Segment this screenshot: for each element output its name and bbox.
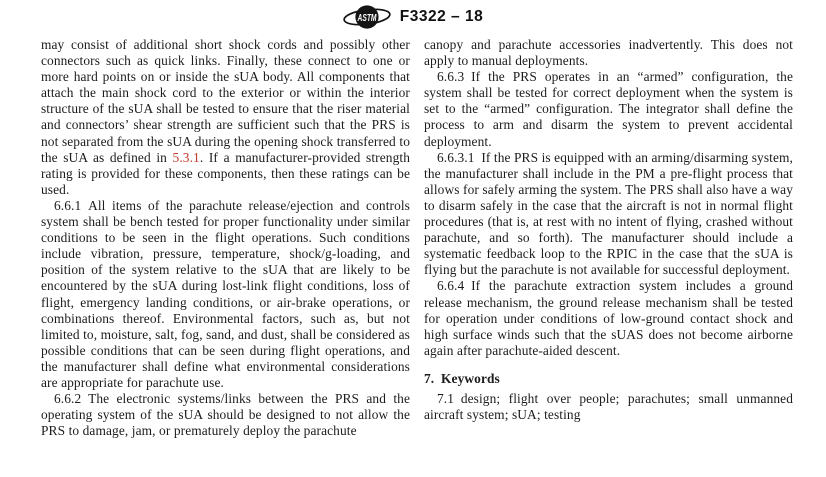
text-run: 7.1 design; flight over people; parachutes; small unmanned aircraft system; sUA; testing — [424, 390, 793, 423]
body-columns — [41, 37, 793, 439]
text-run: 6.6.3 If the PRS operates in an “armed” configuration, the system shall be tested for correct deployment when the system is set to the “armed” configuration. The integrator shall define the process to arm and disarm the system to prevent accidental deployment. — [424, 69, 793, 149]
left-column — [41, 37, 410, 439]
right-column — [424, 37, 793, 439]
text-run: 6.6.3.1 If the PRS is equipped with an arming/disarming system, the manufacturer shall include in the PM a pre-flight process that allows for safely arming the system. The PRS shall also have a way to disarm safely in the case that the aircraft is not in normal flight procedures (that is, at rest with no intent of flying, crashed without parachute, and so forth). The manufacturer should include a systematic feedback loop to the RPIC in the case that the sUA is flying but the parachute is not available for successful deployment. — [424, 149, 793, 278]
text-run: 6.6.2 The electronic systems/links between the PRS and the operating system of the sUA should be designed to not allow the PRS to damage, jam, or prematurely deploy the parachute — [41, 391, 410, 439]
section-heading — [424, 371, 793, 387]
text-run: 6.6.4 If the parachute extraction system includes a ground release mechanism, the ground release mechanism shall be tested for operation under conditions of low-ground contact shock and high surface winds such that the sUAS does not become airborne again after parachute-aided descent. — [424, 278, 793, 358]
body-paragraph — [41, 37, 410, 198]
body-paragraph — [41, 198, 410, 391]
standard-designation: F3322 – 18 — [399, 8, 484, 25]
text-run: may consist of additional short shock cords and possibly other connectors such as quick links. Finally, these connect to one or more hard points on or inside the sUA body. All components that attach the main shock cord to the exterior or within the interior structure of the sUA shall be tested to ensure that the riser material and connectors’ shear strength are sufficient such that the PRS is not separated from the sUA during the opening shock transferred to the sUA as defined in — [41, 37, 410, 165]
astm-logo-icon — [343, 3, 391, 31]
document-header — [0, 3, 826, 31]
text-run: . If a manufacturer-provided strength rating is provided for these components, then these ratings can be used. — [41, 149, 410, 197]
svg-text:ASTM: ASTM — [356, 12, 377, 25]
body-paragraph — [424, 150, 793, 279]
cross-reference-link[interactable]: 5.3.1 — [172, 149, 200, 165]
body-paragraph — [424, 37, 793, 69]
body-paragraph — [424, 391, 793, 423]
text-run: 7. Keywords — [424, 370, 500, 386]
text-run: 6.6.1 All items of the parachute release/ejection and controls system shall be bench tested for proper functionality under similar conditions to be seen in the flight operations. Such conditions include vibration, pressure, temperature, shock/g-loading, and position of the system relative to the sUA that are likely to be encountered by the sUA during lost-link flight conditions, loss of flight, emergency landing conditions, or air-brake operations, or combinations thereof. Environmental factors, such as, but not limited to, moisture, salt, fog, sand, and dust, shall be considered as possible conditions that can be seen during flight operations, and the manufacturer shall define what environmental considerations are appropriate for parachute use. — [41, 197, 410, 390]
body-paragraph — [41, 391, 410, 439]
body-paragraph — [424, 69, 793, 149]
body-paragraph — [424, 278, 793, 358]
text-run: canopy and parachute accessories inadvertently. This does not apply to manual deployments. — [424, 37, 793, 69]
